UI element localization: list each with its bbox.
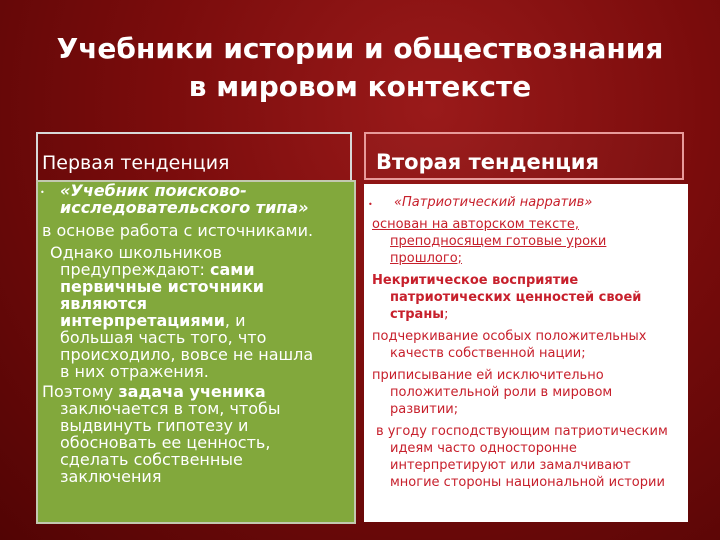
- second-trend-line: страны;: [390, 307, 449, 322]
- second-trend-line: многие стороны национальной истории: [390, 475, 665, 490]
- first-trend-line: предупреждают: сами: [60, 260, 255, 279]
- second-trend-line: качеств собственной нации;: [390, 346, 586, 361]
- title-line-2: в мировом контексте: [188, 70, 532, 103]
- bullet-icon: •: [40, 188, 45, 197]
- second-trend-line: прошлого;: [390, 251, 463, 266]
- first-trend-line: заключается в том, чтобы: [60, 399, 281, 418]
- first-trend-header: [36, 132, 352, 180]
- slide-title: [0, 30, 720, 106]
- second-trend-line: интерпретируют или замалчивают: [390, 458, 631, 473]
- title-line-1: Учебники истории и обществознания: [56, 32, 664, 65]
- first-trend-line: «Учебник поисково-: [60, 181, 247, 200]
- first-trend-line: интерпретациями, и: [60, 311, 246, 330]
- second-trend-heading: Вторая тенденция: [376, 150, 600, 174]
- first-trend-line: выдвинуть гипотезу и: [60, 416, 249, 435]
- second-trend-line: «Патриотический нарратив»: [394, 195, 593, 210]
- first-trend-line: сделать собственные: [60, 450, 243, 469]
- second-trend-line: идеям часто односторонне: [390, 441, 577, 456]
- first-trend-panel: [36, 180, 356, 524]
- second-trend-line: развитии;: [390, 402, 459, 417]
- second-trend-line: Некритическое восприятие: [372, 273, 579, 288]
- first-trend-line: Однако школьников: [50, 243, 222, 262]
- first-trend-line: исследовательского типа»: [60, 198, 309, 217]
- second-trend-line: в угоду господствующим патриотическим: [376, 424, 668, 439]
- first-trend-heading: Первая тенденция: [42, 152, 230, 174]
- first-trend-line: являются: [60, 294, 147, 313]
- first-trend-line: в них отражения.: [60, 362, 209, 381]
- first-trend-line: в основе работа с источниками.: [42, 221, 314, 240]
- second-trend-header: [364, 132, 684, 180]
- first-trend-line: обосновать ее ценность,: [60, 433, 271, 452]
- first-trend-line: заключения: [60, 467, 162, 486]
- second-trend-panel: [364, 184, 688, 522]
- second-trend-line: подчеркивание особых положительных: [372, 329, 647, 344]
- first-trend-line: происходило, вовсе не нашла: [60, 345, 314, 364]
- first-trend-line: Поэтому задача ученика: [42, 382, 266, 401]
- second-trend-line: приписывание ей исключительно: [372, 368, 604, 383]
- second-trend-line: патриотических ценностей своей: [390, 290, 642, 305]
- second-trend-line: основан на авторском тексте,: [372, 217, 579, 232]
- first-trend-line: первичные источники: [60, 277, 264, 296]
- second-trend-line: преподносящем готовые уроки: [390, 234, 607, 249]
- first-trend-line: большая часть того, что: [60, 328, 267, 347]
- bullet-icon: •: [368, 200, 373, 209]
- second-trend-line: положительной роли в мировом: [390, 385, 613, 400]
